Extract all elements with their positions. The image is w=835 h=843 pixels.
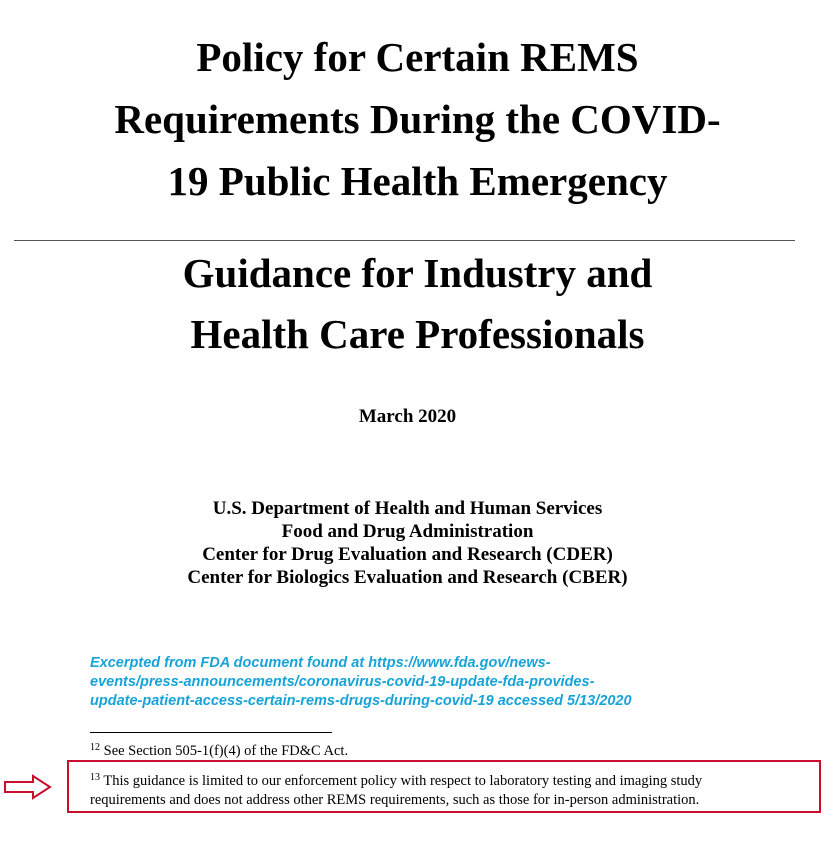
department-line: U.S. Department of Health and Human Services [212,498,603,519]
right-arrow-outline-icon [3,774,53,800]
footnote-text: See Section 505-1(f)(4) of the FD&C Act. [100,743,349,759]
footnote-line: requirements and does not address other REMS requirements, such as those for in-person administration. [90,792,700,808]
title-line-2: Requirements During the COVID- [114,96,721,142]
footnote-13 [90,768,815,810]
department-line: Food and Drug Administration [281,521,534,542]
publication-date: March 2020 [358,406,457,427]
excerpt-note [90,654,810,711]
excerpt-line: update-patient-access-certain-rems-drugs-during-covid-19 accessed 5/13/2020 [90,693,632,709]
department-block [0,497,815,589]
footnote-line [90,768,815,791]
excerpt-line: events/press-announcements/coronavirus-covid-19-update-fda-provides- [90,674,595,690]
subtitle-line-2: Health Care Professionals [190,311,645,357]
footnote-marker: 12 [90,742,100,753]
document-subtitle [30,243,805,365]
excerpt-line: Excerpted from FDA document found at https://www.fda.gov/news- [90,655,551,671]
department-line: Center for Drug Evaluation and Research (CDER) [202,544,613,565]
footnote-divider [90,732,332,733]
department-line: Center for Biologics Evaluation and Research (CBER) [187,567,628,588]
title-divider [14,240,795,241]
footnote-marker: 13 [90,772,100,783]
title-line-3: 19 Public Health Emergency [167,158,668,204]
title-line-1: Policy for Certain REMS [196,34,639,80]
document-title [30,26,805,212]
subtitle-line-1: Guidance for Industry and [182,250,653,296]
footnote-12 [90,739,348,760]
footnote-text: This guidance is limited to our enforcement policy with respect to laboratory testing and imaging study [100,773,703,789]
